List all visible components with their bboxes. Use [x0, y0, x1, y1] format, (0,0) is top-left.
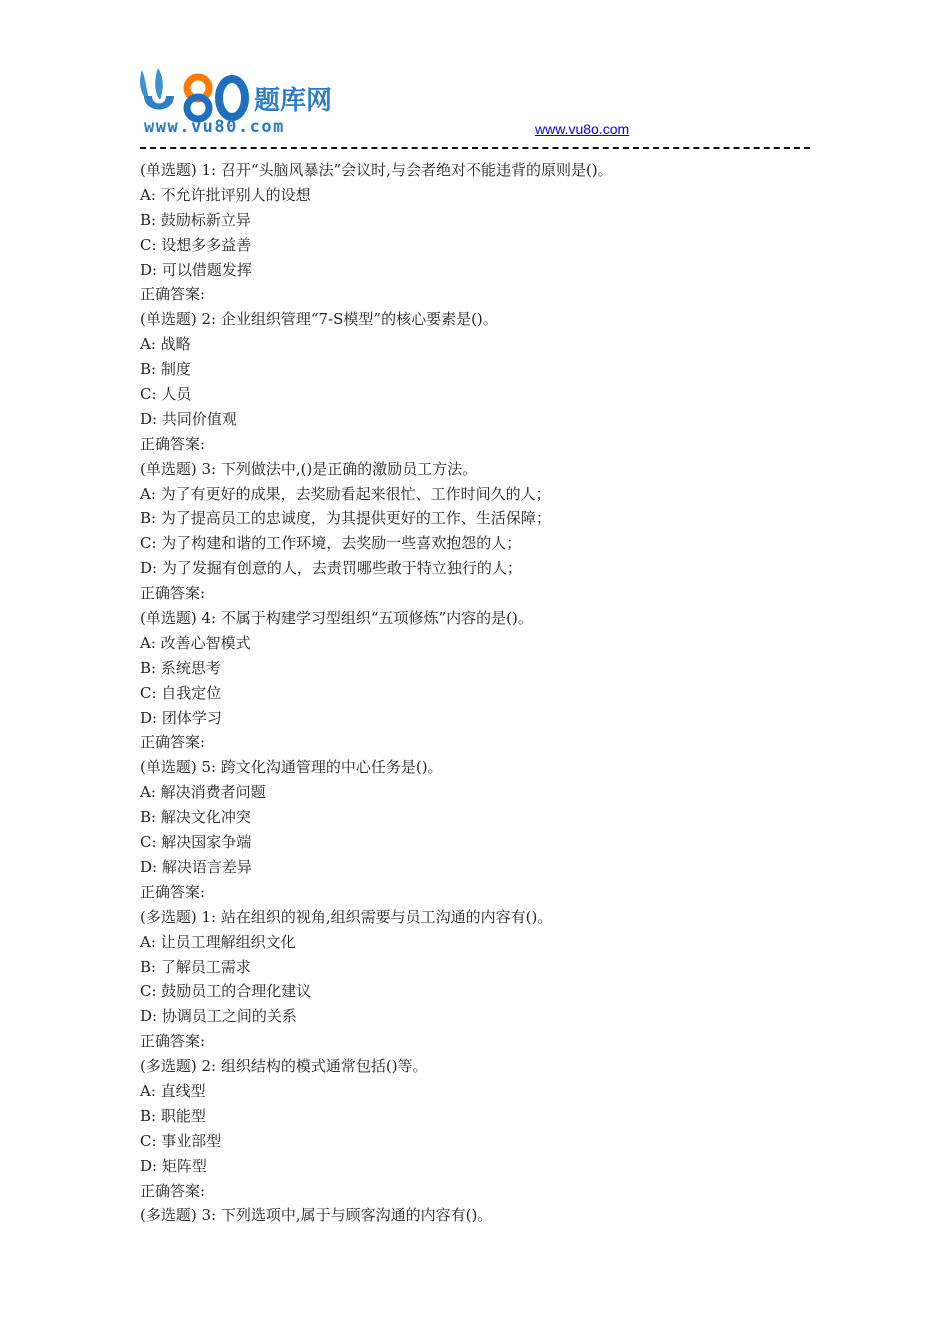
option-d: D: 矩阵型 [140, 1156, 207, 1175]
option-c: C: 鼓励员工的合理化建议 [140, 982, 312, 1001]
answer-label: 正确答案: [140, 1032, 206, 1051]
question-block [140, 905, 820, 1054]
option-a: A: 战略 [140, 335, 191, 354]
option-d: D: 为了发掘有创意的人，去责罚哪些敢于特立独行的人； [140, 559, 522, 578]
site-link[interactable]: www.vu8o.com [535, 121, 630, 137]
question-label: (单选题) 1: 召开“头脑风暴法”会议时,与会者绝对不能违背的原则是()。 [140, 161, 613, 179]
question-label: (单选题) 3: 下列做法中,()是正确的激励员工方法。 [140, 459, 478, 478]
answer-label: 正确答案: [140, 434, 206, 453]
option-a: A: 不允许批评别人的设想 [140, 185, 311, 204]
option-b: B: 制度 [140, 360, 191, 379]
option-b: B: 系统思考 [140, 658, 221, 677]
vu80-logo [136, 62, 362, 140]
question-label: (单选题) 2: 企业组织管理“7-S模型”的核心要素是()。 [140, 310, 498, 329]
question-list [140, 158, 820, 1228]
option-b: B: 职能型 [140, 1106, 206, 1125]
option-c: C: 解决国家争端 [140, 833, 252, 852]
question-block [140, 1203, 820, 1228]
question-label: (多选题) 2: 组织结构的模式通常包括()等。 [140, 1057, 428, 1076]
dashed-divider [140, 147, 810, 149]
option-d: D: 解决语言差异 [140, 857, 252, 876]
option-d: D: 共同价值观 [140, 409, 237, 428]
option-d: D: 团体学习 [140, 708, 222, 727]
option-d: D: 协调员工之间的关系 [140, 1007, 297, 1026]
svg-text:题库网: 题库网 [254, 86, 333, 116]
answer-label: 正确答案: [140, 285, 206, 304]
answer-label: 正确答案: [140, 1181, 206, 1200]
question-block [140, 307, 820, 456]
option-c: C: 事业部型 [140, 1131, 222, 1150]
option-b: B: 鼓励标新立异 [140, 210, 251, 229]
option-c: C: 自我定位 [140, 683, 222, 702]
question-block [140, 606, 820, 755]
question-block [140, 457, 820, 606]
option-a: A: 为了有更好的成果，去奖励看起来很忙、工作时间久的人； [140, 484, 551, 503]
question-block [140, 755, 820, 904]
option-a: A: 让员工理解组织文化 [140, 932, 296, 951]
option-c: C: 为了构建和谐的工作环境，去奖励一些喜欢抱怨的人； [140, 534, 522, 553]
page-header [0, 0, 950, 150]
option-b: B: 解决文化冲突 [140, 808, 251, 827]
question-block [140, 1054, 820, 1203]
answer-label: 正确答案: [140, 584, 206, 603]
option-a: A: 改善心智模式 [140, 633, 251, 652]
option-a: A: 解决消费者问题 [140, 783, 266, 802]
question-label: (单选题) 5: 跨文化沟通管理的中心任务是()。 [140, 758, 443, 777]
svg-text:www.vu80.com: www.vu80.com [144, 117, 285, 137]
option-c: C: 人员 [140, 385, 192, 404]
option-a: A: 直线型 [140, 1081, 206, 1100]
option-b: B: 了解员工需求 [140, 957, 251, 976]
question-label: (多选题) 3: 下列选项中,属于与顾客沟通的内容有()。 [140, 1206, 493, 1225]
question-label: (单选题) 4: 不属于构建学习型组织“五项修炼”内容的是()。 [140, 609, 533, 628]
option-c: C: 设想多多益善 [140, 235, 252, 254]
question-block [140, 158, 820, 307]
option-d: D: 可以借题发挥 [140, 260, 252, 279]
answer-label: 正确答案: [140, 882, 206, 901]
answer-label: 正确答案: [140, 733, 206, 752]
question-label: (多选题) 1: 站在组织的视角,组织需要与员工沟通的内容有()。 [140, 907, 553, 926]
option-b: B: 为了提高员工的忠诚度，为其提供更好的工作、生活保障； [140, 509, 551, 528]
